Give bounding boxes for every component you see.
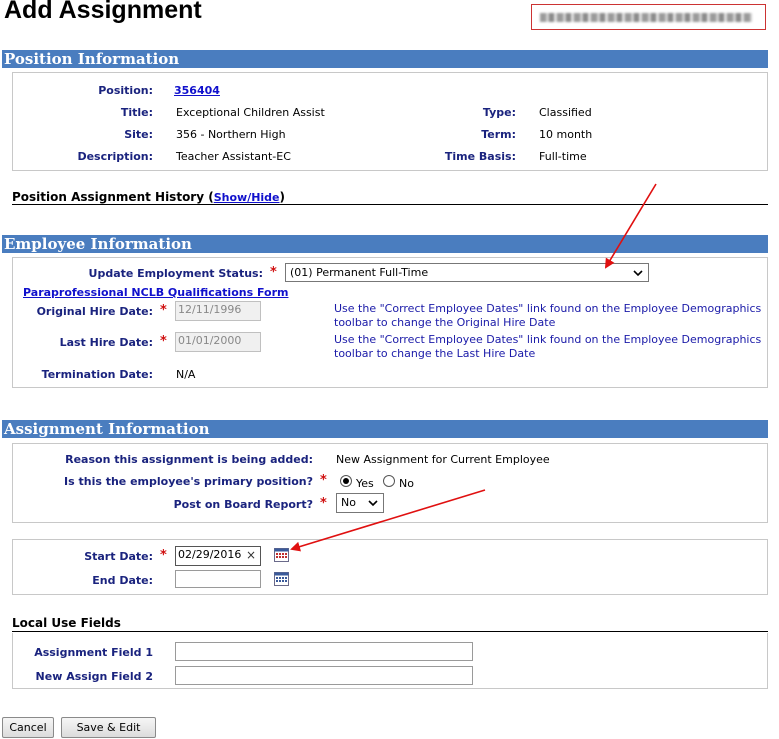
termination-date-value: N/A — [176, 368, 196, 381]
time-basis-value: Full-time — [539, 150, 587, 163]
reason-value: New Assignment for Current Employee — [336, 453, 550, 466]
primary-no-label: No — [399, 477, 414, 490]
reason-label: Reason this assignment is being added: — [65, 453, 313, 466]
term-value: 10 month — [539, 128, 593, 141]
primary-position-label: Is this the employee's primary position? — [64, 475, 313, 488]
primary-yes-label: Yes — [356, 477, 374, 490]
required-marker: * — [160, 548, 167, 563]
annotation-arrow-status — [606, 184, 656, 267]
site-label: Site: — [124, 128, 153, 141]
required-marker: * — [160, 303, 167, 318]
start-date-value: 02/29/2016 — [178, 548, 242, 561]
description-value: Teacher Assistant-EC — [176, 150, 291, 163]
history-label: Position Assignment History ( — [12, 190, 214, 204]
site-value: 356 - Northern High — [176, 128, 286, 141]
nclb-qualifications-link[interactable]: Paraprofessional NCLB Qualifications Form — [23, 286, 289, 299]
assignment-info-header: Assignment Information — [2, 420, 768, 438]
position-label: Position: — [98, 84, 153, 97]
original-hire-date-label: Original Hire Date: — [36, 305, 153, 318]
required-marker: * — [320, 473, 327, 488]
last-hire-date-label: Last Hire Date: — [59, 336, 153, 349]
original-hire-date-input[interactable]: 12/11/1996 — [175, 301, 261, 321]
required-marker: * — [270, 265, 277, 280]
end-date-label: End Date: — [92, 574, 153, 587]
termination-date-label: Termination Date: — [41, 368, 153, 381]
board-report-value: No — [341, 496, 356, 509]
original-hire-date-help: Use the "Correct Employee Dates" link found on the Employee Demographics toolbar to change the Original Hire Date — [334, 302, 762, 329]
new-assign-field-2-label: New Assign Field 2 — [35, 670, 153, 683]
save-edit-button[interactable]: Save & Edit — [61, 717, 156, 738]
page-title: Add Assignment — [4, 0, 202, 24]
show-hide-link[interactable]: Show/Hide — [213, 191, 280, 204]
annotation-arrow-start-date — [292, 490, 485, 549]
required-marker: * — [160, 334, 167, 349]
last-hire-date-input[interactable]: 01/01/2000 — [175, 332, 261, 352]
cancel-button[interactable]: Cancel — [2, 717, 54, 738]
type-label: Type: — [482, 106, 516, 119]
last-hire-date-help: Use the "Correct Employee Dates" link found on the Employee Demographics toolbar to change the Last Hire Date — [334, 333, 762, 360]
employee-info-header: Employee Information — [2, 235, 768, 253]
title-value: Exceptional Children Assist — [176, 106, 325, 119]
title-label: Title: — [120, 106, 153, 119]
position-info-header: Position Information — [2, 50, 768, 68]
description-label: Description: — [77, 150, 153, 163]
type-value: Classified — [539, 106, 592, 119]
position-link[interactable]: 356404 — [174, 84, 220, 97]
history-close-paren: ) — [279, 190, 286, 204]
local-use-heading: Local Use Fields — [12, 616, 121, 630]
time-basis-label: Time Basis: — [444, 150, 516, 163]
clear-icon[interactable]: × — [245, 548, 256, 562]
required-marker: * — [320, 496, 327, 511]
board-report-label: Post on Board Report? — [173, 498, 313, 511]
start-date-label: Start Date: — [84, 550, 153, 563]
term-label: Term: — [481, 128, 516, 141]
employment-status-value: (01) Permanent Full-Time — [290, 266, 429, 279]
assignment-field-1-label: Assignment Field 1 — [34, 646, 153, 659]
employment-status-label: Update Employment Status: — [88, 267, 263, 280]
